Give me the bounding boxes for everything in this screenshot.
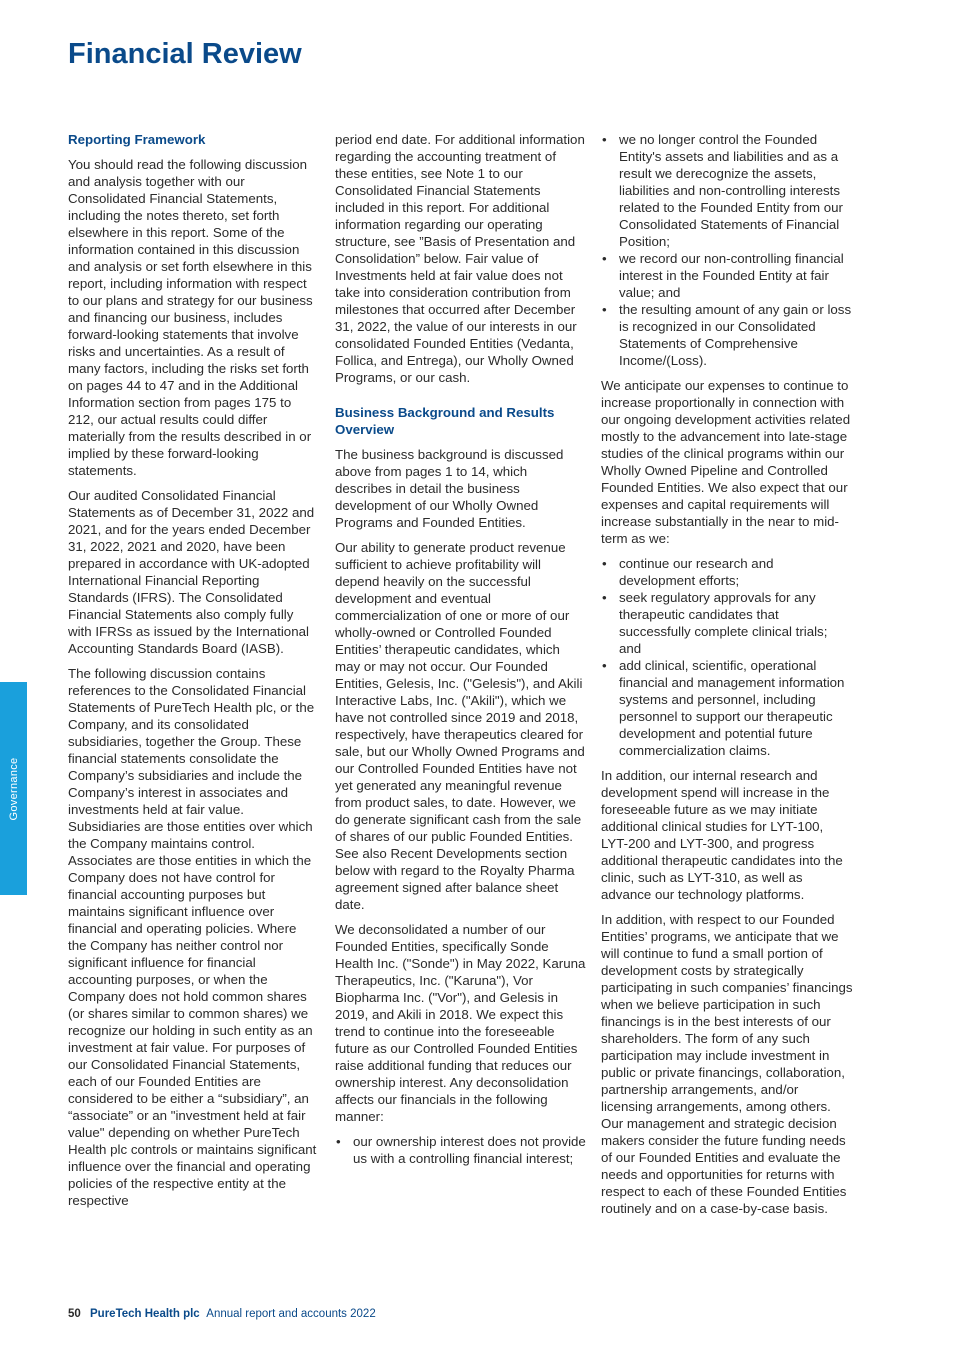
paragraph: We anticipate our expenses to continue to increase proportionally in connection with our ongoing development activities related mostly to the advancement into late-stage studies of the clinical programs within our Wholly Owned Pipeline and Controlled Founded Entities. We also expect that our expenses and capital requirements will increase substantially in the near to mid-term as we:: [601, 378, 851, 546]
list-item: • our ownership interest does not provide us with a controlling financial interest;: [335, 1133, 587, 1167]
column-3: [601, 131, 853, 1225]
list-item: • add clinical, scientific, operational financial and management information systems and personnel, including personnel to support our therapeutic development and potential future commercialization claims.: [601, 657, 853, 759]
document-name: Annual report and accounts 2022: [206, 1308, 376, 1320]
list-item: • seek regulatory approvals for any therapeutic candidates that successfully complete clinical trials; and: [601, 589, 853, 657]
page-number: 50: [68, 1308, 81, 1320]
page-footer: [68, 1308, 376, 1320]
paragraph: In addition, our internal research and development spend will increase in the foreseeable future as we may initiate additional clinical studies for LYT-100, LYT-200 and LYT-300, and progress additional therapeutic candidates into the clinic, such as LYT-310, as well as advance our technology platforms.: [601, 768, 843, 902]
bullet-list-deconsolidation: [601, 131, 853, 369]
section-heading-reporting-framework: Reporting Framework: [68, 132, 206, 147]
page-title: Financial Review: [68, 38, 302, 70]
bullet-list: [335, 1133, 587, 1167]
paragraph: Our ability to generate product revenue sufficient to achieve profitability will depend heavily on the successful development and eventual commercialization of one or more of our wholly-owned or Controlled Founded Entities’ therapeutic candidates, which may or may not occur. Our Founded Entities, Gelesis, Inc. ("Gelesis"), and Akili Interactive Labs, Inc. ("Akili"), which we have not controlled since 2019 and 2018, respectively, have therapeutics cleared for sale, but our Wholly Owned Programs and our Controlled Founded Entities have not yet generated any meaningful revenue from product sales, to date. However, we do generate significant cash from the sale of shares of our public Founded Entities. See also Recent Developments section below with regard to the Royalty Pharma agreement signed after balance sheet date.: [335, 540, 585, 912]
list-item: • we no longer control the Founded Entity's assets and liabilities and as a result we derecognize the assets, liabilities and non-controlling interests related to the Founded Entity from our Consolidated Statements of Financial Position;: [601, 131, 853, 250]
list-item: • we record our non-controlling financial interest in the Founded Entity at fair value; and: [601, 250, 853, 301]
side-tab-label: Governance: [7, 757, 20, 820]
list-item: • continue our research and development efforts;: [601, 555, 853, 589]
bullet-list-expenses: [601, 555, 853, 759]
paragraph: Our audited Consolidated Financial Statements as of December 31, 2022 and 2021, and for the years ended December 31, 2022, 2021 and 2020, have been prepared in accordance with UK-adopted International Financial Reporting Standards (IFRS). The Consolidated Financial Statements also comply fully with IFRSs as issued by the International Accounting Standards Board (IASB).: [68, 488, 315, 656]
section-heading-business-background: Business Background and Results Overview: [335, 405, 555, 437]
column-2: [335, 131, 587, 1175]
paragraph: The following discussion contains references to the Consolidated Financial Statements of PureTech Health plc, or the Company, and its consolidated subsidiaries, together the Group. These financial statements consolidate the Company’s subsidiaries and include the Company’s interest in associates and investments held at fair value. Subsidiaries are those entities over which the Company maintains control. Associates are those entities in which the Company does not have control for financial accounting purposes but maintains significant influence over financial and operating policies. Where the Company has neither control nor significant influence for financial accounting purposes, or when the Company does not hold common shares (or shares similar to common shares) we recognize our holding in such entity as an investment at fair value. For purposes of our Consolidated Financial Statements, each of our Founded Entities are considered to be either a “subsidiary”, an “associate” or an "investment held at fair value" depending on whether PureTech Health plc controls or maintains significant influence over the financial and operating policies of the respective entity at the respective: [68, 666, 317, 1208]
paragraph: We deconsolidated a number of our Founded Entities, specifically Sonde Health Inc. ("Sonde") in May 2022, Karuna Therapeutics, Inc. ("Karuna"), Vor Biopharma Inc. ("Vor"), and Gelesis in 2019, and Akili in 2018. We expect this trend to continue into the foreseeable future as our Controlled Founded Entities raise additional funding that reduces our ownership interest. Any deconsolidation affects our financials in the following manner:: [335, 922, 586, 1124]
governance-side-tab: [0, 682, 27, 895]
paragraph: The business background is discussed above from pages 1 to 14, which describes in detail the business development of our Wholly Owned Programs and Founded Entities.: [335, 447, 564, 530]
paragraph: You should read the following discussion and analysis together with our Consolidated Financial Statements, including the notes thereto, set forth elsewhere in this report. Some of the information contained in this discussion and analysis or set forth elsewhere in this report, including information with respect to our plans and strategy for our business and financing our business, includes forward-looking statements that involve risks and uncertainties. As a result of many factors, including the risks set forth on pages 44 to 47 and in the Additional Information section from pages 175 to 212, our actual results could differ materially from the results described in or implied by these forward-looking statements.: [68, 157, 313, 478]
paragraph: period end date. For additional information regarding the accounting treatment of these entities, see Note 1 to our Consolidated Financial Statements included in this report. For additional information regarding our operating structure, see ”Basis of Presentation and Consolidation” below. Fair value of Investments held at fair value does not take into consideration contribution from milestones that occurred after December 31, 2022, the value of our interests in our consolidated Founded Entities (Vedanta, Follica, and Entrega), our Wholly Owned Programs, or our cash.: [335, 132, 585, 385]
list-item: • the resulting amount of any gain or loss is recognized in our Consolidated Statements of Comprehensive Income/(Loss).: [601, 301, 853, 369]
paragraph: In addition, with respect to our Founded Entities’ programs, we anticipate that we will continue to fund a small portion of development costs by strategically participating in such companies’ financings when we believe participation in such financings is in the best interests of our shareholders. The form of any such participation may include investment in public or private financings, collaboration, partnership arrangements, and/or licensing arrangements, among others. Our management and strategic decision makers consider the future funding needs of our Founded Entities and evaluate the needs and opportunities for returns with respect to each of these Founded Entities routinely and on a case-by-case basis.: [601, 912, 853, 1216]
company-name: PureTech Health plc: [90, 1308, 200, 1320]
column-1: [68, 131, 318, 1217]
